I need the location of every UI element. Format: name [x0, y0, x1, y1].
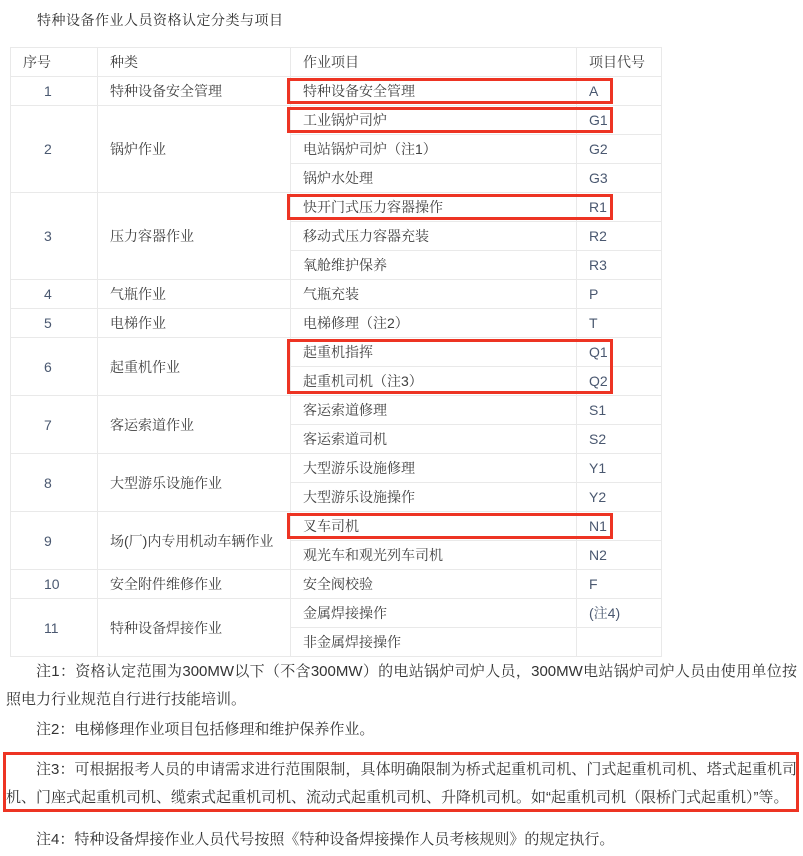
cell-serial-number: 3	[11, 193, 98, 280]
qualification-table-grid	[10, 47, 662, 657]
cell-project: 起重机指挥	[291, 338, 577, 367]
cell-serial-number: 1	[11, 77, 98, 106]
cell-project: 气瓶充装	[291, 280, 577, 309]
cell-category: 场(厂)内专用机动车辆作业	[98, 512, 291, 570]
table-row	[11, 77, 662, 106]
cell-project-code: Y2	[577, 483, 662, 512]
cell-category: 气瓶作业	[98, 280, 291, 309]
cell-project: 大型游乐设施修理	[291, 454, 577, 483]
cell-project: 起重机司机（注3）	[291, 367, 577, 396]
note-text: 特种设备焊接作业人员代号按照《特种设备焊接操作人员考核规则》的规定执行。	[74, 831, 615, 848]
cell-serial-number: 2	[11, 106, 98, 193]
cell-project-code: N2	[577, 541, 662, 570]
cell-category: 起重机作业	[98, 338, 291, 396]
cell-serial-number: 10	[11, 570, 98, 599]
cell-category: 安全附件维修作业	[98, 570, 291, 599]
note-label: 注1：	[36, 663, 76, 680]
table-row	[11, 193, 662, 222]
cell-project: 工业锅炉司炉	[291, 106, 577, 135]
cell-category: 锅炉作业	[98, 106, 291, 193]
cell-category: 特种设备安全管理	[98, 77, 291, 106]
cell-project: 客运索道修理	[291, 396, 577, 425]
cell-project-code: R1	[577, 193, 662, 222]
table-row	[11, 599, 662, 628]
cell-project-code: S1	[577, 396, 662, 425]
note-text: 资格认定范围为300MW以下（不含300MW）的电站锅炉司炉人员，300MW电站锅炉司炉人员由使用单位按照电力行业规范自行进行技能培训。	[6, 663, 798, 708]
table-row	[11, 454, 662, 483]
cell-project: 非金属焊接操作	[291, 628, 577, 657]
cell-project-code: Q1	[577, 338, 662, 367]
col-header-no: 序号	[11, 48, 98, 77]
cell-project-code: R3	[577, 251, 662, 280]
col-header-code: 项目代号	[577, 48, 662, 77]
cell-project: 快开门式压力容器操作	[291, 193, 577, 222]
note-label: 注2：	[36, 721, 75, 738]
cell-project-code: Q2	[577, 367, 662, 396]
cell-project: 移动式压力容器充装	[291, 222, 577, 251]
cell-project: 客运索道司机	[291, 425, 577, 454]
cell-serial-number: 8	[11, 454, 98, 512]
cell-serial-number: 11	[11, 599, 98, 657]
cell-serial-number: 5	[11, 309, 98, 338]
note-text: 可根据报考人员的申请需求进行范围限制，具体明确限制为桥式起重机司机、门式起重机司机、塔式起重机司机、门座式起重机司机、缆索式起重机司机、流动式起重机司机、升降机司机。如“起重机司机（限桥门式起重机）”等。	[6, 761, 798, 806]
cell-project: 电梯修理（注2）	[291, 309, 577, 338]
table-row	[11, 106, 662, 135]
cell-project: 金属焊接操作	[291, 599, 577, 628]
cell-project-code: (注4)	[577, 599, 662, 628]
note-label: 注3：	[36, 761, 75, 778]
cell-project: 氧舱维护保养	[291, 251, 577, 280]
note-paragraph	[6, 658, 797, 714]
qualification-table	[10, 47, 662, 657]
note-paragraph	[6, 826, 797, 854]
cell-category: 大型游乐设施作业	[98, 454, 291, 512]
cell-serial-number: 6	[11, 338, 98, 396]
col-header-project: 作业项目	[291, 48, 577, 77]
cell-project-code: N1	[577, 512, 662, 541]
cell-project-code: G1	[577, 106, 662, 135]
cell-project: 叉车司机	[291, 512, 577, 541]
cell-project: 锅炉水处理	[291, 164, 577, 193]
cell-project-code: T	[577, 309, 662, 338]
table-row	[11, 280, 662, 309]
note-text: 电梯修理作业项目包括修理和维护保养作业。	[74, 721, 375, 738]
cell-project-code: G2	[577, 135, 662, 164]
table-row	[11, 309, 662, 338]
note-paragraph	[6, 756, 797, 812]
table-row	[11, 396, 662, 425]
cell-project: 电站锅炉司炉（注1）	[291, 135, 577, 164]
cell-project-code: Y1	[577, 454, 662, 483]
table-row	[11, 338, 662, 367]
note-paragraph	[6, 716, 797, 744]
cell-project: 安全阀校验	[291, 570, 577, 599]
cell-category: 客运索道作业	[98, 396, 291, 454]
cell-serial-number: 4	[11, 280, 98, 309]
cell-category: 压力容器作业	[98, 193, 291, 280]
cell-category: 特种设备焊接作业	[98, 599, 291, 657]
cell-project: 观光车和观光列车司机	[291, 541, 577, 570]
cell-project-code: A	[577, 77, 662, 106]
page-title: 特种设备作业人员资格认定分类与项目	[37, 12, 284, 28]
cell-project-code	[577, 628, 662, 657]
col-header-category: 种类	[98, 48, 291, 77]
table-row	[11, 512, 662, 541]
cell-project-code: P	[577, 280, 662, 309]
cell-project-code: R2	[577, 222, 662, 251]
cell-project-code: F	[577, 570, 662, 599]
cell-project: 大型游乐设施操作	[291, 483, 577, 512]
cell-serial-number: 7	[11, 396, 98, 454]
cell-project-code: S2	[577, 425, 662, 454]
cell-serial-number: 9	[11, 512, 98, 570]
cell-category: 电梯作业	[98, 309, 291, 338]
cell-project-code: G3	[577, 164, 662, 193]
table-row	[11, 570, 662, 599]
highlight-box-note	[3, 752, 799, 812]
note-label: 注4：	[36, 831, 75, 848]
table-header-row	[11, 48, 662, 77]
cell-project: 特种设备安全管理	[291, 77, 577, 106]
